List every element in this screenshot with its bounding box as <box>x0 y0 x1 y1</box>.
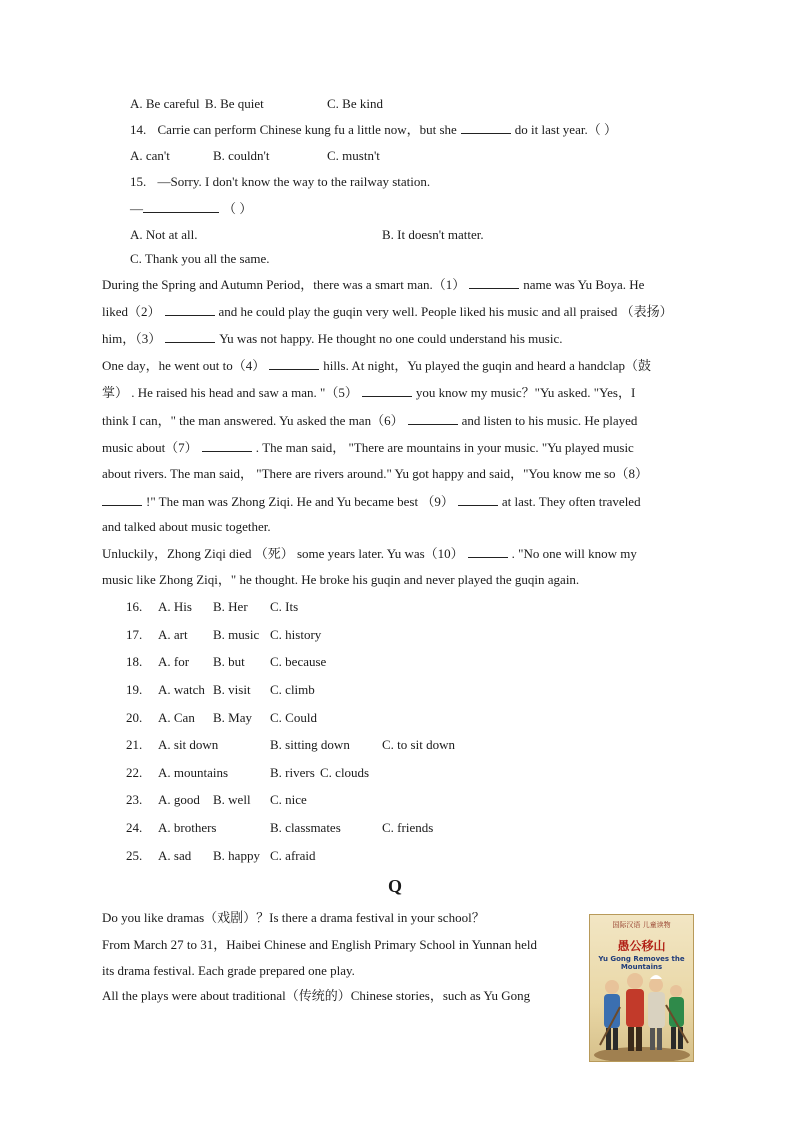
passage-line-2 <box>102 303 673 320</box>
q14-text-pre: Carrie can perform Chinese kung fu a little now，but she <box>157 122 457 137</box>
q14-number: 14. <box>130 122 147 137</box>
option-b: B. but <box>213 654 245 669</box>
option-b: B. music <box>213 627 260 642</box>
option-b: B. Her <box>213 599 248 614</box>
option-b: B. rivers <box>270 765 315 780</box>
passage-line-12 <box>102 572 579 588</box>
blank-8 <box>102 493 142 506</box>
question-number: 25. <box>126 848 143 863</box>
option-a: A. art <box>158 627 188 642</box>
reading-line-1: Do you like dramas（戏剧）？Is there a drama festival in your school？ <box>102 910 485 925</box>
poster-english-title: Yu Gong Removes the Mountains <box>598 955 685 971</box>
section-title: Q <box>388 876 403 896</box>
q15-paren: （ ） <box>223 201 253 216</box>
passage-text: at last. They often traveled <box>501 494 641 509</box>
passage-text: think I can，" the man answered. Yu asked the man（6） <box>102 413 404 428</box>
q15-options-c <box>130 251 269 267</box>
passage-text: !" The man was Zhong Ziqi. He and Yu became best （9） <box>146 494 454 509</box>
question-number: 18. <box>126 654 143 669</box>
q13-options <box>130 96 383 112</box>
q14-text-post: do it last year.（ ） <box>514 122 617 137</box>
option-c: C. to sit down <box>382 737 455 752</box>
option-a: A. His <box>158 599 192 614</box>
q15-number: 15. <box>130 174 147 189</box>
option-a: A. sad <box>158 848 192 863</box>
blank-4 <box>269 357 319 370</box>
option-b: B. happy <box>213 848 260 863</box>
passage-line-5 <box>102 384 635 401</box>
option-c: C. because <box>270 654 327 669</box>
blank-7 <box>202 439 252 452</box>
passage-line-10 <box>102 519 271 535</box>
passage-text: and he could play the guqin very well. People liked his music and all praised （表扬） <box>218 304 673 319</box>
blank-6 <box>408 412 458 425</box>
passage-text: and talked about music together. <box>102 519 271 534</box>
blank-2 <box>165 303 215 316</box>
q14-blank <box>461 121 511 134</box>
q15-option-a: A. Not at all. <box>130 227 198 242</box>
option-c: C. history <box>270 627 322 642</box>
q14-options <box>130 148 380 164</box>
option-b: B. classmates <box>270 820 341 835</box>
q15-reply <box>130 200 252 217</box>
characters-illustration <box>590 915 693 1061</box>
q15-blank <box>143 200 219 213</box>
question-number: 20. <box>126 710 143 725</box>
q15-stem <box>130 174 430 190</box>
question-number: 21. <box>126 737 143 752</box>
option-c: C. nice <box>270 792 307 807</box>
option-c: C. afraid <box>270 848 316 863</box>
passage-text: Yu was not happy. He thought no one could understand his music. <box>219 331 563 346</box>
passage-line-1 <box>102 276 644 293</box>
passage-line-11 <box>102 545 637 562</box>
q14-stem <box>130 121 617 138</box>
option-a: A. watch <box>158 682 205 697</box>
option-c: C. friends <box>382 820 434 835</box>
option-c: C. climb <box>270 682 315 697</box>
book-cover-image <box>589 914 694 1062</box>
option-c: C. Its <box>270 599 299 614</box>
question-number: 16. <box>126 599 143 614</box>
option-a: A. good <box>158 792 200 807</box>
passage-text: . "No one will know my <box>511 546 637 561</box>
reading-line-4: All the plays were about traditional（传统的）Chinese stories，such as Yu Gong <box>102 988 531 1003</box>
passage-text: and listen to his music. He played <box>461 413 638 428</box>
passage-text: name was Yu Boya. He <box>523 277 645 292</box>
q14-option-b: B. couldn't <box>213 148 270 163</box>
passage-text: about rivers. The man said， "There are rivers around." Yu got happy and said，"You know me so（8） <box>102 466 649 481</box>
poster-chinese-title: 愚公移山 <box>617 939 666 953</box>
blank-9 <box>458 493 498 506</box>
passage-text: Unluckily，Zhong Ziqi died （死） some years later. Yu was（10） <box>102 546 464 561</box>
passage-line-4 <box>102 357 651 374</box>
question-number: 23. <box>126 792 143 807</box>
passage-text: . The man said， "There are mountains in your music. "Yu played music <box>255 440 634 455</box>
q13-option-a: A. Be careful <box>130 96 200 111</box>
blank-1 <box>469 276 519 289</box>
question-number: 17. <box>126 627 143 642</box>
q15-option-c: C. Thank you all the same. <box>130 251 270 266</box>
question-number: 19. <box>126 682 143 697</box>
passage-text: music about（7） <box>102 440 198 455</box>
q14-option-a: A. can't <box>130 148 170 163</box>
option-a: A. brothers <box>158 820 217 835</box>
option-a: A. mountains <box>158 765 229 780</box>
blank-10 <box>468 545 508 558</box>
option-c: C. Could <box>270 710 317 725</box>
passage-line-8 <box>102 466 648 482</box>
q15-dash: — <box>130 201 143 216</box>
passage-line-6 <box>102 412 637 429</box>
passage-text: One day，he went out to（4） <box>102 358 266 373</box>
q15-options-ab <box>130 227 484 243</box>
passage-text: you know my music？"Yu asked. "Yes，I <box>415 385 636 400</box>
blank-3 <box>165 330 215 343</box>
reading-line-2: From March 27 to 31，Haibei Chinese and English Primary School in Yunnan held <box>102 937 537 952</box>
option-b: B. visit <box>213 682 251 697</box>
q13-option-c: C. Be kind <box>327 96 383 111</box>
passage-text: During the Spring and Autumn Period，there was a smart man.（1） <box>102 277 466 292</box>
passage-text: 掌） . He raised his head and saw a man. "（5） <box>102 385 358 400</box>
passage-line-3 <box>102 330 562 347</box>
passage-text: him，（3） <box>102 331 162 346</box>
reading-line-3: its drama festival. Each grade prepared one play. <box>102 963 355 978</box>
passage-line-7 <box>102 439 634 456</box>
blank-5 <box>362 384 412 397</box>
q15-prompt: —Sorry. I don't know the way to the railway station. <box>157 174 431 189</box>
q15-option-b: B. It doesn't matter. <box>382 227 484 242</box>
passage-line-9 <box>102 493 641 510</box>
passage-text: hills. At night，Yu played the guqin and heard a handclap（鼓 <box>323 358 652 373</box>
passage-text: liked（2） <box>102 304 161 319</box>
option-c: C. clouds <box>320 765 370 780</box>
q14-option-c: C. mustn't <box>327 148 380 163</box>
question-number: 22. <box>126 765 143 780</box>
option-a: A. Can <box>158 710 195 725</box>
option-a: A. for <box>158 654 190 669</box>
q13-option-b: B. Be quiet <box>204 96 264 111</box>
option-b: B. May <box>213 710 252 725</box>
option-a: A. sit down <box>158 737 219 752</box>
passage-text: music like Zhong Ziqi，" he thought. He broke his guqin and never played the guqin again. <box>102 572 580 587</box>
question-number: 24. <box>126 820 143 835</box>
poster-header: 国际汉语 儿童读物 <box>612 921 671 929</box>
option-b: B. sitting down <box>270 737 350 752</box>
option-b: B. well <box>213 792 251 807</box>
